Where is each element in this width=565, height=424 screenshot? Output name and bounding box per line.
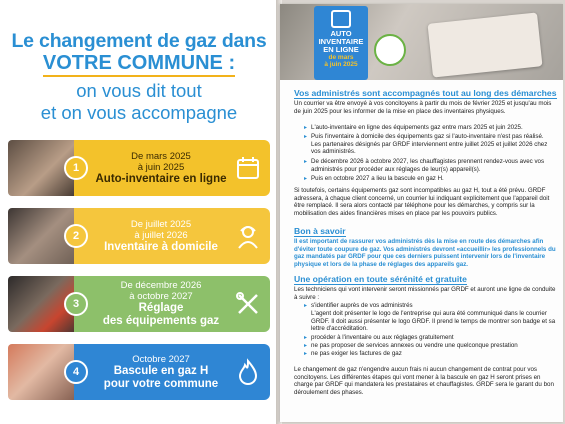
step-3-dates: De décembre 2026 <box>120 280 202 291</box>
conduct-item-2: ▸ procéder à l'inventaire ou aux réglages gratuitement <box>304 334 554 342</box>
page-title-emphasis <box>0 52 278 75</box>
step-4 <box>8 344 270 400</box>
bullet-3: ▸ De décembre 2026 à octobre 2027, les chauffagistes prennent rendez-vous avec vos administrés pour procéder aux réglages de leur(s) appareil(s). <box>304 158 554 173</box>
section-heading-2 <box>294 226 558 236</box>
badge-line-3: EN LIGNE <box>323 45 359 54</box>
conduct-item-4: ▸ ne pas exiger les factures de gaz <box>304 350 554 358</box>
paragraph-1: Un courrier va être envoyé à vos concitoyens à partir du mois de février 2025 et jusqu'au mois de juin 2025 pour les informer de la mise en place des inventaires physiques. <box>294 100 552 115</box>
subtitle-line-1: on vous dit tout <box>76 80 202 101</box>
paragraph-4: Les techniciens qui vont intervenir seront missionnés par GRDF et auront une ligne de conduite à suivre : <box>294 286 556 301</box>
page-title: Le changement de gaz dans <box>11 30 267 52</box>
tools-icon <box>234 290 262 318</box>
step-2-text <box>86 208 236 264</box>
step-3-dates-end: à octobre 2027 <box>129 291 193 302</box>
step-2-dates-end: à juillet 2026 <box>134 229 188 241</box>
left-page <box>0 0 278 424</box>
step-3-label: Réglage <box>138 302 184 314</box>
section-heading-3-text: Une opération en toute sérénité et gratuite <box>294 274 467 284</box>
section-heading-2-text: Bon à savoir <box>294 226 346 236</box>
section-heading-3 <box>294 274 558 284</box>
step-3 <box>8 276 270 332</box>
auto-inventory-badge <box>314 6 368 80</box>
badge-line-5: à juin 2025 <box>324 61 358 68</box>
step-1 <box>8 140 270 196</box>
paragraph-3: Il est important de rassurer vos administrés dès la mise en route des démarches afin d'éviter toute coupure de gaz. Vos administrés devront «accueillir» les professionnels du gaz mandatés par GRDF pour que ces derniers puissent intervenir lors de l'inventaire physique et lors de la phase de réglages des appareils gaz. <box>294 238 556 268</box>
hero-photo <box>280 4 563 80</box>
paragraph-2: Si toutefois, certains équipements gaz sont incompatibles au gaz H, tout a été prévu. GRDF adressera, à chaque client concerné, un courrier lui indiquant explicitement que l'appareil doit être remplacé. Il sera alors contacté par téléphone pour les démarches, y compris sur la mobilisation des aides financières mises en place par les pouvoirs publics. <box>294 187 550 217</box>
badge-line-4: de mars <box>328 54 354 61</box>
bullet-2: ▸ Puis l'inventaire à domicile des équipements gaz si l'auto-inventaire n'est pas réalisé. Les partenaires désignés par GRDF interviennent entre juillet 2025 et juillet 2026 chez vos administrés. <box>304 133 554 156</box>
badge-line-2: INVENTAIRE <box>318 37 364 46</box>
section-heading-1 <box>294 88 558 98</box>
step-4-text <box>86 344 236 400</box>
calendar-icon <box>234 154 262 182</box>
paragraph-5: Le changement de gaz n'engendre aucun frais ni aucun changement de contrat pour vos concitoyens. Les différentes étapes qui vont mener à la bascule en gaz H seront prises en charge par GRDF qui mandatera les prestataires et chauffagistes. GRDF sera le garant du bon déroulement des phases. <box>294 366 554 396</box>
badge-line-1: AUTO <box>330 29 352 38</box>
step-4-dates: Octobre 2027 <box>132 353 190 365</box>
right-page <box>280 4 563 422</box>
step-2 <box>8 208 270 264</box>
conduct-item-3: ▸ ne pas proposer de services annexes ou vendre une quelconque prestation <box>304 342 554 350</box>
step-2-label: Inventaire à domicile <box>104 240 218 253</box>
step-2-number: 2 <box>64 224 88 248</box>
step-4-label: Bascule en gaz H <box>113 364 209 377</box>
title-emphasis-text: VOTRE COMMUNE : <box>43 52 235 77</box>
worker-icon <box>234 222 262 250</box>
step-1-dates-end: à juin 2025 <box>137 161 185 173</box>
section-heading-1-text: Vos administrés sont accompagnés tout au long des démarches <box>294 88 557 98</box>
step-1-label: Auto-inventaire en ligne <box>95 172 227 185</box>
step-3-label-2: des équipements gaz <box>102 315 220 327</box>
bullet-1: ▸ L'auto-inventaire en ligne des équipements gaz entre mars 2025 et juin 2025. <box>304 124 554 132</box>
step-4-label-2: pour votre commune <box>103 377 219 390</box>
subtitle-line-2: et on vous accompagne <box>40 102 238 123</box>
step-2-dates: De juillet 2025 <box>130 218 192 230</box>
step-4-number: 4 <box>64 360 88 384</box>
step-1-dates: De mars 2025 <box>131 150 191 162</box>
conduct-item-1-detail: L'agent doit présenter le logo de l'entreprise qui aura été communiqué dans le courrier GRDF. Il doit aussi présenter le logo GRDF. Il prend le temps de montrer son badge et sa lettre d'accréditation. <box>311 310 556 333</box>
bullet-4: ▸ Puis en octobre 2027 a lieu la bascule en gaz H. <box>304 175 554 183</box>
badge-calendar-icon <box>331 10 351 28</box>
step-3-text <box>86 276 236 332</box>
conduct-item-1: ▸ s'identifier auprès de vos administrés <box>304 302 554 310</box>
hero-paper <box>427 12 542 77</box>
flame-icon <box>234 358 262 386</box>
step-1-number: 1 <box>64 156 88 180</box>
step-3-number: 3 <box>64 292 88 316</box>
grdf-logo-icon <box>374 34 406 66</box>
step-1-text <box>86 140 236 196</box>
